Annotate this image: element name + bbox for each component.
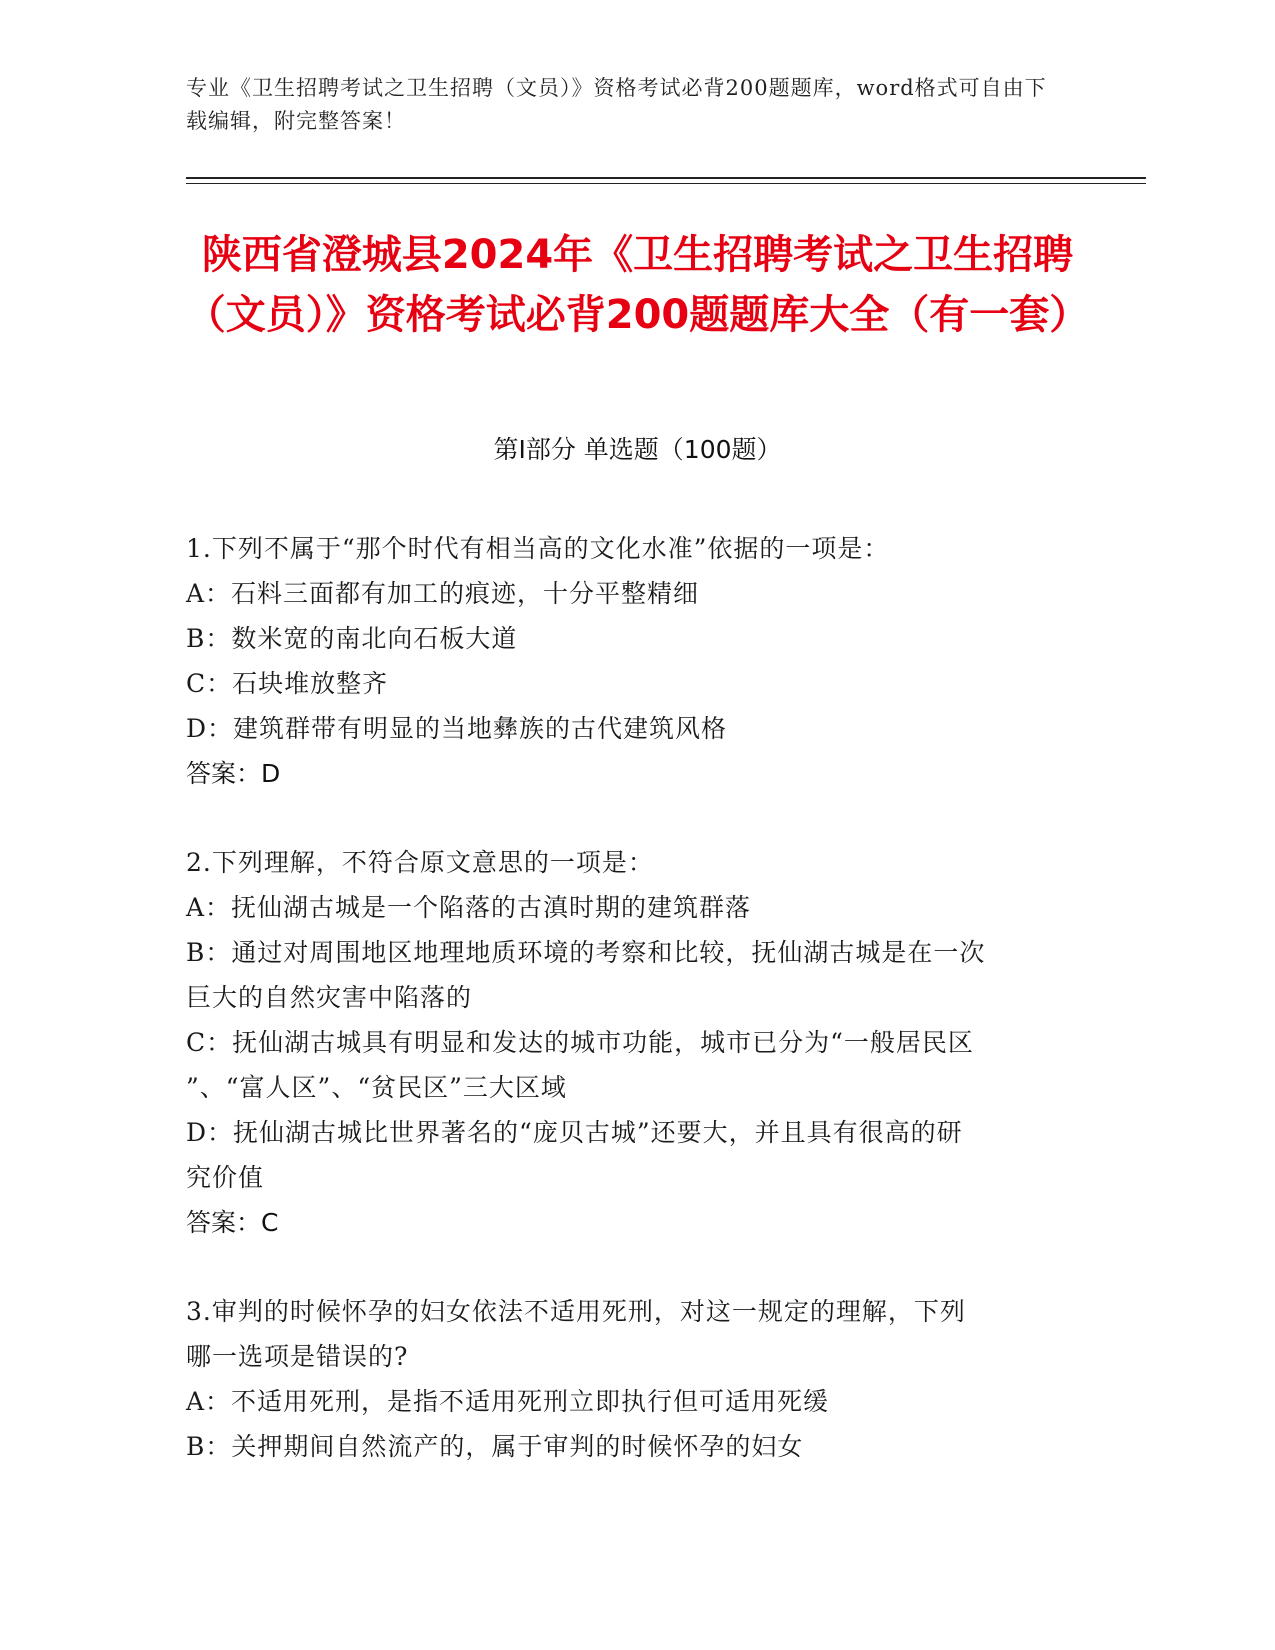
question-2-answer: 答案：C <box>186 1208 279 1237</box>
document-title: 陕西省澄城县2024年《卫生招聘考试之卫生招聘（文员）》资格考试必背200题题库大全（有一套） <box>185 232 1090 338</box>
question-1-option-b: B：数米宽的南北向石板大道 <box>186 624 518 653</box>
question-1-option-a: A：石料三面都有加工的痕迹，十分平整精细 <box>186 579 700 608</box>
question-1-option-c: C：石块堆放整齐 <box>186 669 389 698</box>
question-1-answer: 答案：D <box>186 759 281 788</box>
question-2-stem: 2.下列理解，不符合原文意思的一项是： <box>186 848 654 877</box>
header-divider-thin <box>186 183 1146 184</box>
question-2-option-d-cont: 究价值 <box>186 1163 265 1192</box>
question-3-stem-cont: 哪一选项是错误的? <box>186 1342 409 1371</box>
question-2-option-b-cont: 巨大的自然灾害中陷落的 <box>186 983 473 1012</box>
question-2-option-b: B：通过对周围地区地理地质环境的考察和比较，抚仙湖古城是在一次 <box>186 938 986 967</box>
question-2 <box>186 840 1066 1245</box>
question-list <box>186 526 1066 1513</box>
question-3-option-b: B：关押期间自然流产的，属于审判的时候怀孕的妇女 <box>186 1432 804 1461</box>
question-2-option-d: D：抚仙湖古城比世界著名的“庞贝古城”还要大，并且具有很高的研 <box>186 1118 963 1147</box>
question-1-stem: 1.下列不属于“那个时代有相当高的文化水准”依据的一项是： <box>186 534 890 563</box>
header-divider-thick <box>186 177 1146 179</box>
question-2-option-c: C：抚仙湖古城具有明显和发达的城市功能，城市已分为“一般居民区 <box>186 1028 974 1057</box>
question-3-option-a: A：不适用死刑，是指不适用死刑立即执行但可适用死缓 <box>186 1387 830 1416</box>
question-1 <box>186 526 1066 796</box>
section-heading: 第Ⅰ部分 单选题（100题） <box>493 435 782 464</box>
header-note: 专业《卫生招聘考试之卫生招聘（文员）》资格考试必背200题题库，word格式可自由下载编辑，附完整答案！ <box>186 76 1047 133</box>
question-2-option-a: A：抚仙湖古城是一个陷落的古滇时期的建筑群落 <box>186 893 752 922</box>
question-3 <box>186 1289 1066 1469</box>
question-2-option-c-cont: ”、“富人区”、“贫民区”三大区域 <box>186 1073 567 1102</box>
question-1-option-d: D：建筑群带有明显的当地彝族的古代建筑风格 <box>186 714 728 743</box>
question-3-stem: 3.审判的时候怀孕的妇女依法不适用死刑，对这一规定的理解，下列 <box>186 1297 966 1326</box>
